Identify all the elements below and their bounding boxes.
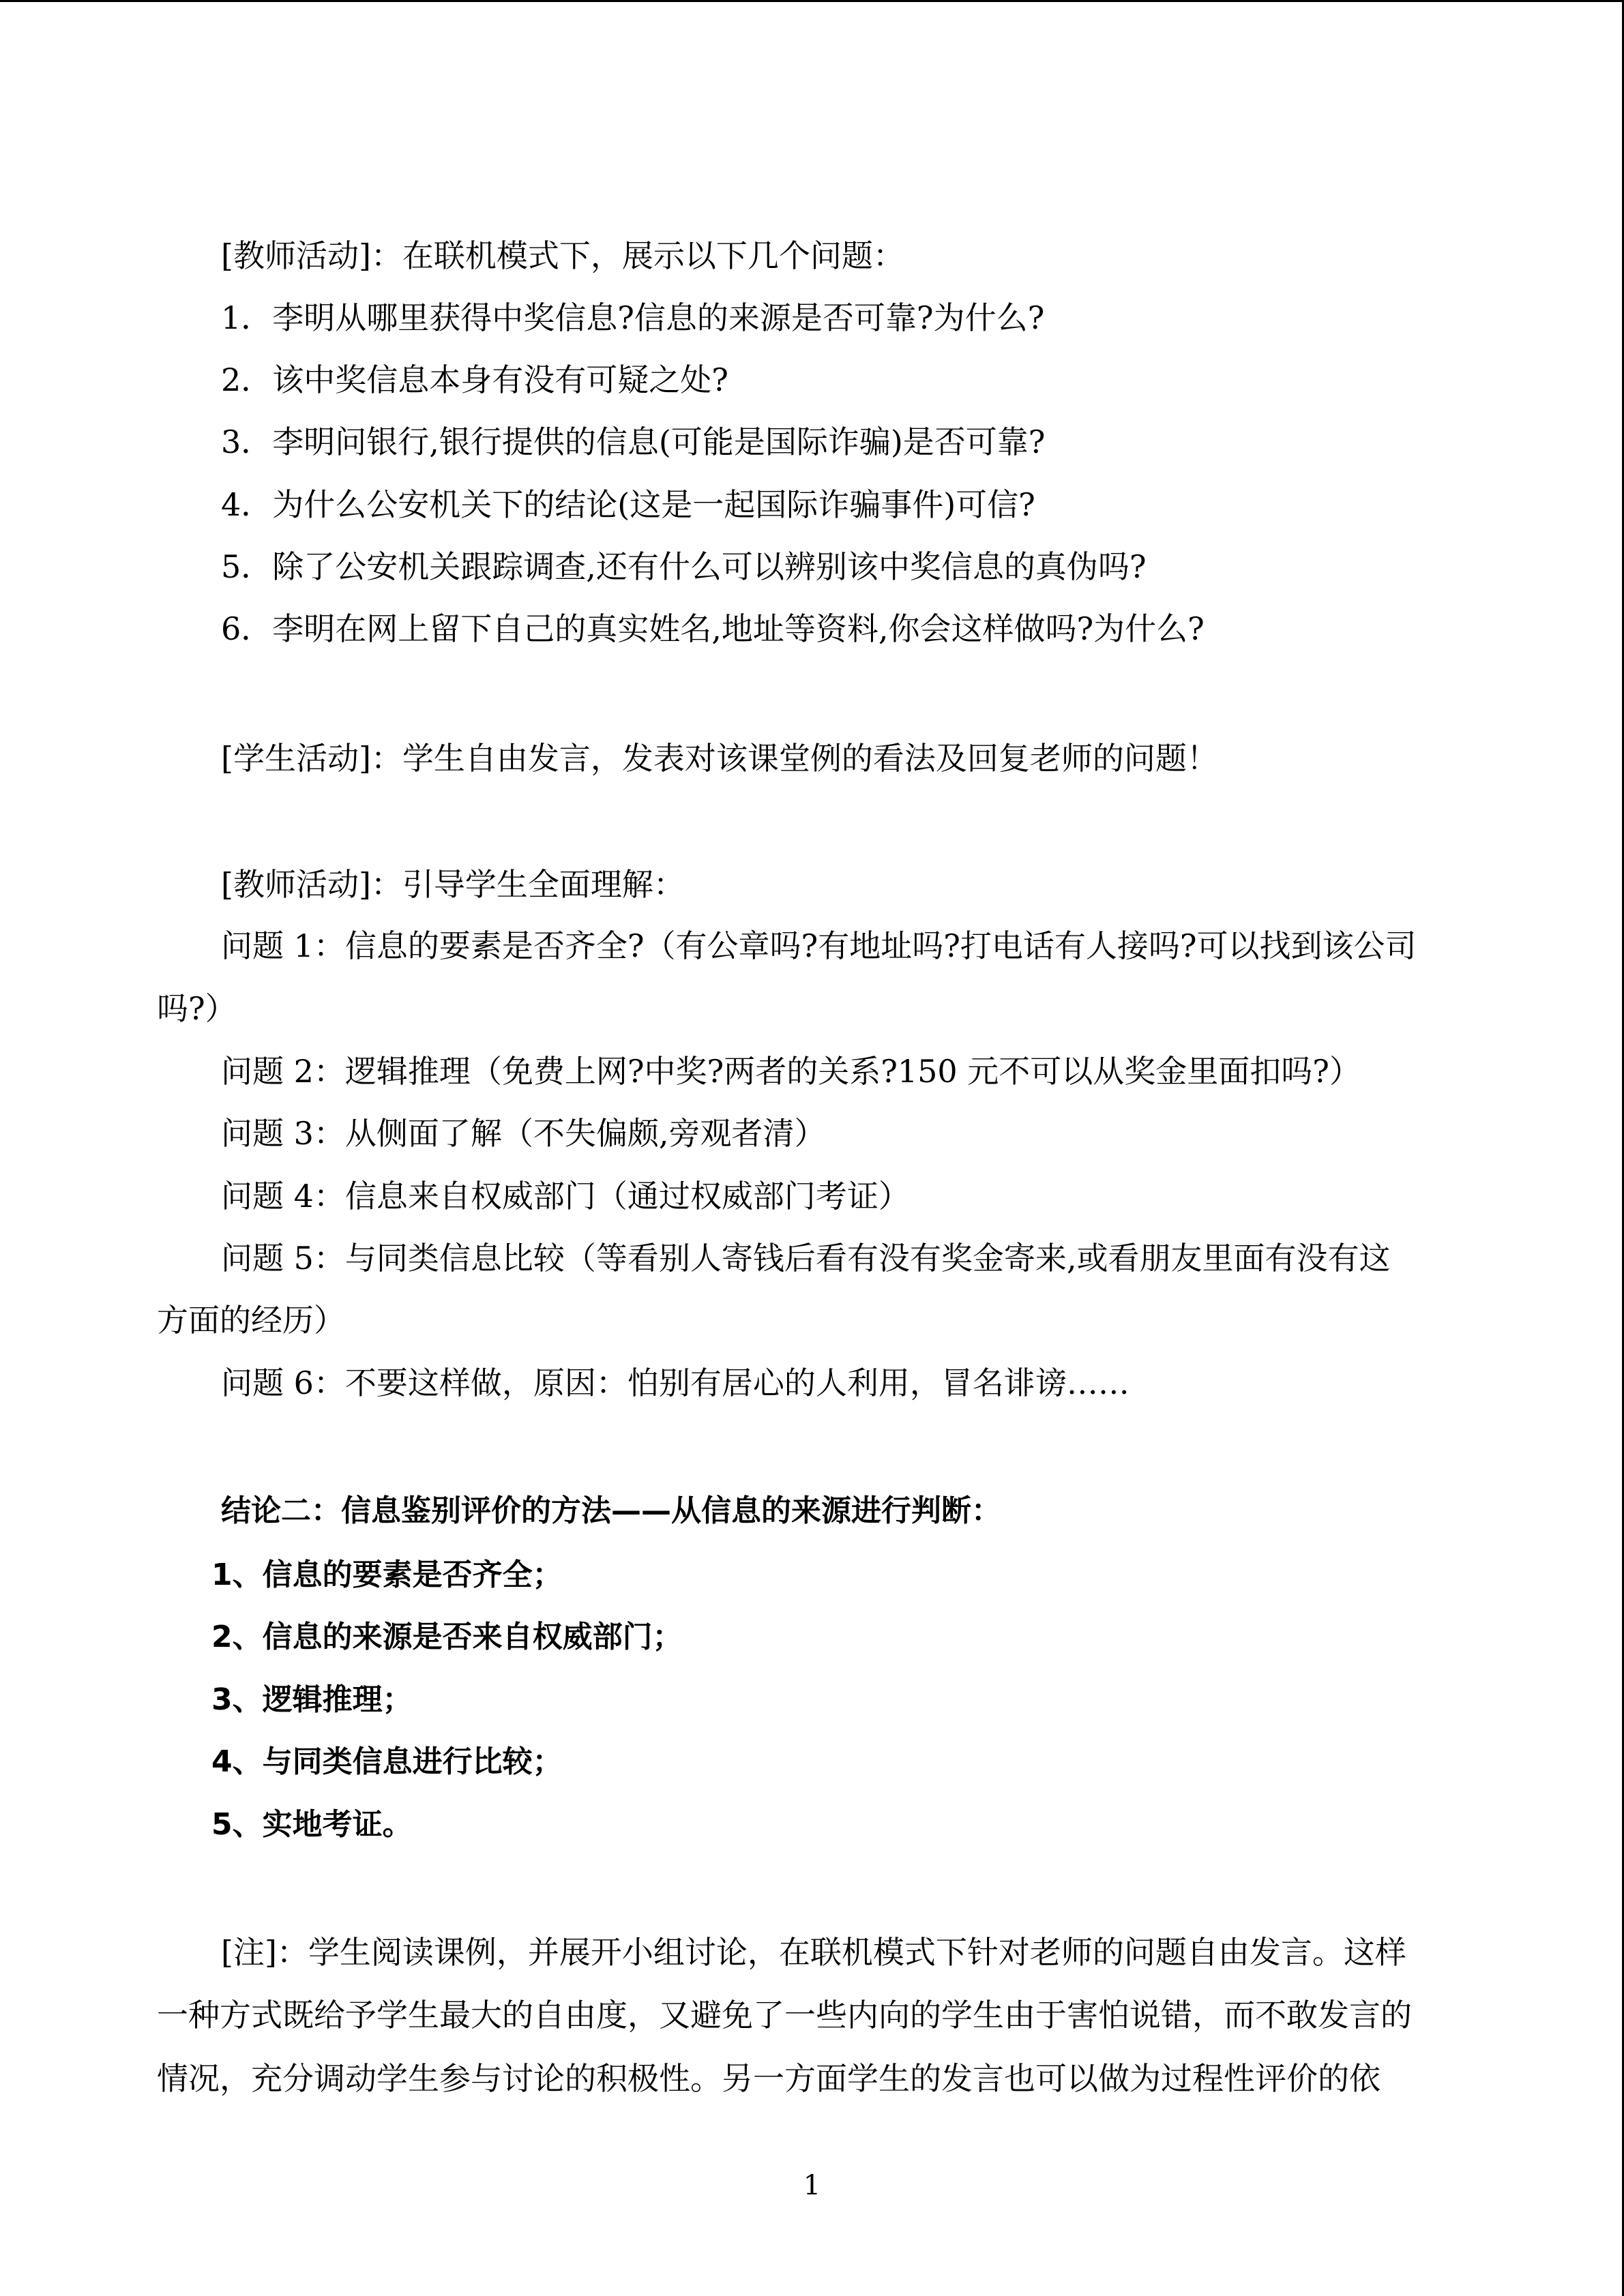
- guidance-q2: 问题 2：逻辑推理（免费上网?中奖?两者的关系?150 元不可以从奖金里面扣吗?）: [221, 1053, 1361, 1090]
- question-item-5: 5．除了公安机关跟踪调查,还有什么可以辨别该中奖信息的真伪吗?: [221, 548, 1147, 585]
- conclusion-item-2: 2、信息的来源是否来自权威部门；: [211, 1620, 683, 1654]
- question-item-4: 4．为什么公安机关下的结论(这是一起国际诈骗事件)可信?: [221, 486, 1035, 523]
- note-line-1: [注]：学生阅读课例，并展开小组讨论，在联机模式下针对老师的问题自由发言。这样: [221, 1934, 1406, 1971]
- page-number: 1: [803, 2170, 821, 2201]
- guidance-q5-line2: 方面的经历）: [157, 1302, 345, 1339]
- question-item-6: 6．李明在网上留下自己的真实姓名,地址等资料,你会这样做吗?为什么?: [221, 610, 1205, 647]
- conclusion-item-4: 4、与同类信息进行比较；: [211, 1744, 563, 1779]
- note-line-3: 情况，充分调动学生参与讨论的积极性。另一方面学生的发言也可以做为过程性评价的依: [157, 2060, 1381, 2097]
- guidance-q3: 问题 3：从侧面了解（不失偏颇,旁观者清）: [221, 1115, 826, 1152]
- conclusion-item-5: 5、实地考证。: [211, 1807, 413, 1842]
- guidance-q6: 问题 6：不要这样做，原因：怕别有居心的人利用，冒名诽谤……: [221, 1365, 1130, 1401]
- teacher-activity-heading: [教师活动]：在联机模式下，展示以下几个问题：: [221, 237, 904, 274]
- conclusion-item-1: 1、信息的要素是否齐全；: [211, 1557, 563, 1592]
- question-item-3: 3．李明问银行,银行提供的信息(可能是国际诈骗)是否可靠?: [221, 423, 1046, 460]
- student-activity-text: [学生活动]：学生自由发言，发表对该课堂例的看法及回复老师的问题！: [221, 740, 1218, 777]
- page-top-border: [0, 0, 1624, 2]
- guidance-q1-line1: 问题 1：信息的要素是否齐全?（有公章吗?有地址吗?打电话有人接吗?可以找到该公司: [221, 927, 1417, 964]
- conclusion-item-3: 3、逻辑推理；: [211, 1682, 413, 1717]
- question-item-1: 1．李明从哪里获得中奖信息?信息的来源是否可靠?为什么?: [221, 299, 1045, 336]
- teacher-guidance-heading: [教师活动]：引导学生全面理解：: [221, 866, 685, 903]
- guidance-q1-line2: 吗?）: [157, 990, 237, 1027]
- guidance-q4: 问题 4：信息来自权威部门（通过权威部门考证）: [221, 1178, 910, 1214]
- question-item-2: 2．该中奖信息本身有没有可疑之处?: [221, 361, 728, 398]
- conclusion-title: 结论二：信息鉴别评价的方法——从信息的来源进行判断：: [221, 1493, 1001, 1528]
- note-line-2: 一种方式既给予学生最大的自由度，又避免了一些内向的学生由于害怕说错，而不敢发言的: [157, 1997, 1412, 2033]
- guidance-q5-line1: 问题 5：与同类信息比较（等看别人寄钱后看有没有奖金寄来,或看朋友里面有没有这: [221, 1240, 1391, 1277]
